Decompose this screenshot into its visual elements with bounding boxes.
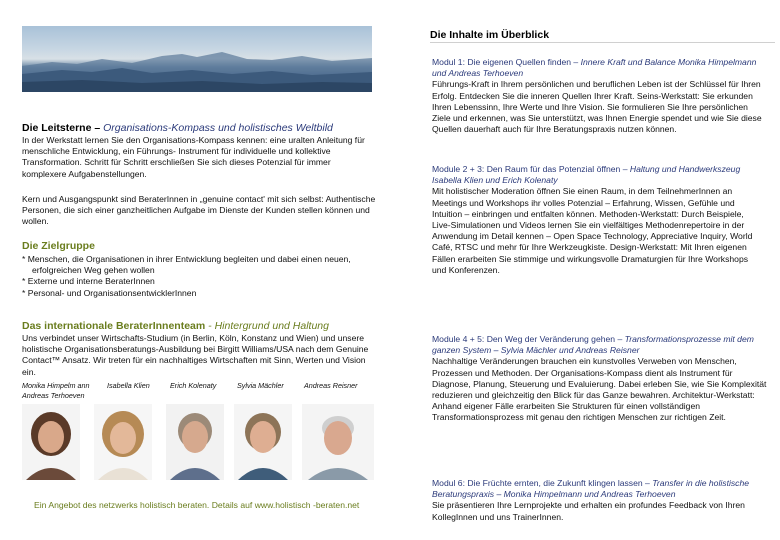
name-label: Monika Himpelm ann [22, 381, 90, 390]
zielgruppe-item: * Externe und interne BeraterInnen [22, 276, 155, 287]
portrait-photo [234, 404, 292, 480]
footer-note: Ein Angebot des netzwerks holistisch beraten. Details auf www.holistisch -beraten.net [34, 500, 360, 510]
zielgruppe-list [22, 254, 377, 299]
mountain-silhouette [22, 26, 372, 92]
mountain-panorama-photo [22, 26, 372, 92]
module-4-5: Module 4 + 5: Den Weg der Veränderung gehen – Transformationsprozesse mit dem ganzen System – Sylvia Mächler und Andreas Reisner Nachhaltige Veränderungen brauchen ein kunstvolles Verweben von Menschen, Prozessen und Methoden. Der Organisations-Kompass dient als Instrument für Diagnose, Planung, Steuerung und Evaluierung. Dabei erleben Sie, wie Sie Komplexität reduzieren und gleichzeitig den Blick für das Ganze bewahren. Architektur-Werkstatt: Anhand eigener Fälle erarbeiten Sie Strukturen für einen vollständigen Transformationsprozess mit genau den richtigen Menschen zur richtigen Zeit. [432, 334, 767, 423]
name-label: Andreas Reisner [304, 381, 358, 390]
name-label: Andreas Terhoeven [22, 391, 85, 400]
portrait-photo [94, 404, 152, 480]
portrait-photo [166, 404, 224, 480]
name-label: Isabella Klien [107, 381, 150, 390]
portrait-photo [22, 404, 80, 480]
right-title: Die Inhalte im Überblick [430, 29, 550, 41]
name-label: Erich Kolenaty [170, 381, 217, 390]
leitsterne-heading: Die Leitsterne – Organisations-Kompass und holistisches Weltbild [22, 122, 333, 134]
team-heading: Das internationale BeraterInnenteam - Hintergrund und Haltung [22, 320, 329, 332]
zielgruppe-heading: Die Zielgruppe [22, 240, 95, 252]
module-2-3: Module 2 + 3: Den Raum für das Potenzial öffnen – Haltung und Handwerkszeug Isabella Klien und Erich Kolenaty Mit holistischer Moderation öffnen Sie einen Raum, in dem TeilnehmerInnen an Meetings und Workshops ihr volles Potenzial – Erfahrung, Wissen, Gefühle und Intuition – einbringen und entfalten können. Methoden-Werkstatt: Durch Beispiele, Live-Simulationen und Videos lernen Sie ein vielfältiges Methodenrepertoire in der Anwendung im Detail kennen – Open Space Technology, Appreciative Inquiry, World Café, RTSC und mehr für Ihre Werkzeugkiste. Design-Werkstatt: Mit Ihren eigenen Fällen erarbeiten Sie stimmige und wirkungsvolle Dramaturgien für Ihre Workshops und Konferenzen. [432, 164, 753, 275]
module-1: Modul 1: Die eigenen Quellen finden – Innere Kraft und Balance Monika Himpelmann und Andreas Terhoeven Führungs-Kraft in Ihrem persönlichen und beruflichen Leben ist der Schlüssel für Ihren Erfolg. Entdecken Sie die inneren Quellen Ihrer Kraft. Seins-Werkstatt: Sie erkunden Ihren Lebenssinn, Ihre Werte und Ihre Vision. Sie formulieren Sie Ihre persönlichen Ziele und erkennen, was Sie unterstützt, was Ihnen Energie spendet und wie Sie diese Quellen dauerhaft auch für Ihre Beratungspraxis nutzen können. [432, 57, 762, 135]
team-paragraph: Uns verbindet unser Wirtschafts-Studium (in Berlin, Köln, Konstanz und Wien) und unsere holistische Organisationsberatungs-Ausbildung bei Birgitt Williams/USA nach dem Genuine Contact™ Ansatz. Wir treten für ein nachhaltiges Wirtschaften mit Sinn, Werten und Vision ein. [22, 333, 369, 377]
leitsterne-paragraph-1: In der Werkstatt lernen Sie den Organisations-Kompass kennen: eine uralten Anleitung für menschliche Entwicklung, ein Führungs- Instrument für individuelle und kollektive Transformation. Schritt für Schritt erschließen Sie sich dieses Potenzial für immer komplexere Aufgabenstellungen. [22, 135, 365, 179]
title-divider [430, 42, 775, 43]
portrait-photo [302, 404, 374, 480]
name-label: Sylvia Mächler [237, 381, 284, 390]
zielgruppe-item: * Menschen, die Organisationen in ihrer Entwicklung begleiten und dabei einen neuen, [22, 254, 351, 264]
zielgruppe-item: * Personal- und OrganisationsentwicklerInnen [22, 287, 197, 298]
leitsterne-paragraph-2: Kern und Ausgangspunkt sind BeraterInnen in „genuine contact' mit sich selbst: Authentische Personen, die sich einer ganzheitlichen Aufgabe im Dienste der Kunden stellen können und wollen. [22, 194, 376, 227]
module-6: Modul 6: Die Früchte ernten, die Zukunft klingen lassen – Transfer in die holistische Beratungspraxis – Monika Himpelmann und Andreas Terhoeven Sie präsentieren Ihre Lernprojekte und erhalten ein profundes Feedback von Ihren KollegInnen und uns TrainerInnen. [432, 478, 750, 522]
zielgruppe-item: erfolgreichen Weg gehen wollen [32, 265, 155, 276]
